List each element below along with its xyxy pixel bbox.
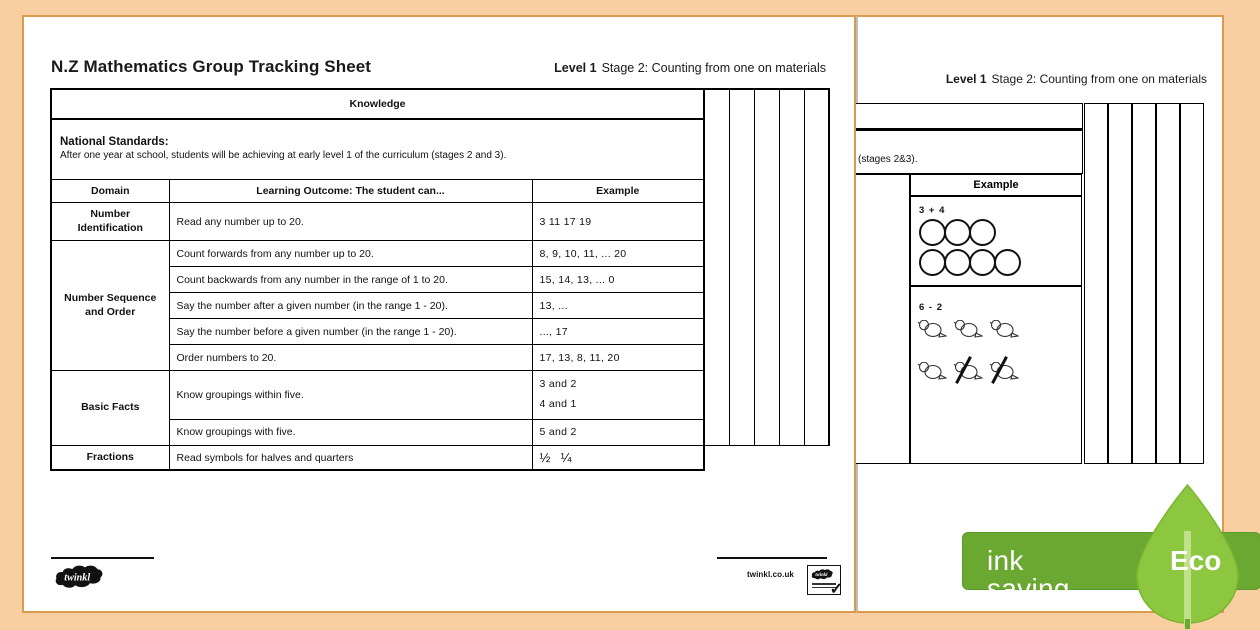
domain-line-1: Basic Facts: [81, 401, 140, 414]
example-line-2: 4 and 1: [539, 397, 577, 410]
page2-tracking-col[interactable]: [1156, 103, 1180, 464]
duck-icon: [953, 320, 983, 340]
example-cell: ..., 17: [532, 319, 704, 345]
example-cell: [532, 445, 704, 470]
stage-label: Stage 2: Counting from one on materials: [601, 61, 826, 75]
counter-circle: [944, 249, 971, 276]
example-cell: 15, 14, 13, ... 0: [532, 267, 704, 293]
tracking-column[interactable]: [729, 89, 754, 445]
page2-example-2-label: 6 - 2: [919, 302, 944, 313]
example-cell: 3 11 17 19: [532, 203, 704, 241]
counter-circle: [994, 249, 1021, 276]
table-row-knowledge-header: [51, 89, 829, 119]
national-standards-cell: [51, 119, 704, 180]
domain-cell-basic-facts: [51, 371, 169, 446]
column-header-domain: Domain: [51, 180, 169, 203]
national-standards-body: After one year at school, students will be achieving at early level 1 of the curriculum (stages 2 and 3).: [60, 150, 507, 162]
counter-circle: [969, 249, 996, 276]
counter-circle: [969, 219, 996, 246]
tracking-table: [50, 88, 830, 471]
domain-line-1: Fractions: [86, 451, 134, 464]
footer-rule-left: [51, 557, 154, 559]
tracking-column[interactable]: [754, 89, 779, 445]
page2-example-header: Example: [910, 174, 1082, 196]
counter-circle: [919, 249, 946, 276]
outcome-cell: Read any number up to 20.: [169, 203, 532, 241]
outcome-cell: Count forwards from any number up to 20.: [169, 241, 532, 267]
page2-tracking-col[interactable]: [1180, 103, 1204, 464]
page2-domain-col: [848, 174, 910, 464]
page2-standards-fragment: (stages 2&3).: [858, 154, 918, 165]
worksheet-page-1: [22, 15, 856, 613]
table-row: [51, 445, 829, 470]
duck-icon: [989, 320, 1019, 340]
domain-line-1: Number Sequence: [64, 292, 157, 305]
twinkl-url[interactable]: twinkl.co.uk: [747, 570, 794, 579]
column-header-outcome: Learning Outcome: The student can...: [169, 180, 532, 203]
tracking-column[interactable]: [704, 89, 729, 445]
page2-example-1-label: 3 + 4: [919, 205, 946, 216]
fraction-half: ½: [539, 450, 551, 466]
tracking-column[interactable]: [804, 89, 829, 445]
example-cell: [532, 371, 704, 420]
eco-word: Eco: [1170, 545, 1222, 576]
outcome-cell: Order numbers to 20.: [169, 345, 532, 371]
svg-text:twinkl: twinkl: [64, 572, 91, 584]
example-cell: 5 and 2: [532, 419, 704, 445]
counter-circle: [919, 219, 946, 246]
page2-tracking-col[interactable]: [1132, 103, 1156, 464]
outcome-cell: Count backwards from any number in the range of 1 to 20.: [169, 267, 532, 293]
example-cell: 8, 9, 10, 11, ... 20: [532, 241, 704, 267]
domain-cell-number-identification: [51, 203, 169, 241]
level-label: Level 1: [554, 61, 597, 75]
twinkl-logo[interactable]: [54, 564, 112, 590]
outcome-cell: Say the number before a given number (in the range 1 - 20).: [169, 319, 532, 345]
page2-tracking-col[interactable]: [1108, 103, 1132, 464]
example-cell: 13, ...: [532, 293, 704, 319]
level-stage-line: [554, 61, 826, 75]
duck-icon: [917, 362, 947, 382]
domain-line-2: and Order: [85, 305, 136, 318]
counter-circle: [944, 219, 971, 246]
knowledge-header-cell: Knowledge: [51, 89, 704, 119]
twinkl-badge-logo: [811, 568, 837, 581]
fraction-quarter: ¼: [560, 450, 572, 466]
eco-banner-text: ink saving: [987, 545, 1070, 604]
tracking-column[interactable]: [779, 89, 804, 445]
domain-cell-number-sequence: [51, 241, 169, 371]
outcome-cell: Know groupings with five.: [169, 419, 532, 445]
page2-tracking-col[interactable]: [1084, 103, 1108, 464]
page2-level-label: Level 1: [945, 72, 987, 86]
domain-cell-fractions: [51, 445, 169, 470]
page2-stage-label: Stage 2: Counting from one on materials: [991, 72, 1207, 86]
domain-line-2: Identification: [77, 221, 143, 234]
twinkl-quality-badge: [807, 565, 843, 598]
example-cell: 17, 13, 8, 11, 20: [532, 345, 704, 371]
page2-standards-box: [848, 130, 1083, 174]
page2-level-line: [946, 72, 1207, 86]
national-standards-heading: National Standards:: [60, 136, 169, 149]
outcome-cell: Know groupings within five.: [169, 371, 532, 420]
check-icon: ✓: [829, 581, 843, 598]
outcome-cell: Read symbols for halves and quarters: [169, 445, 532, 470]
outcome-cell: Say the number after a given number (in the range 1 - 20).: [169, 293, 532, 319]
svg-text:twinkl: twinkl: [815, 573, 828, 579]
page-title: N.Z Mathematics Group Tracking Sheet: [51, 57, 372, 76]
page2-knowledge-header-box: [848, 103, 1083, 130]
domain-line-1: Number: [90, 208, 131, 221]
example-line-1: 3 and 2: [539, 378, 577, 390]
footer-rule-right: [717, 557, 827, 559]
duck-icon: [917, 320, 947, 340]
column-header-example: Example: [532, 180, 704, 203]
